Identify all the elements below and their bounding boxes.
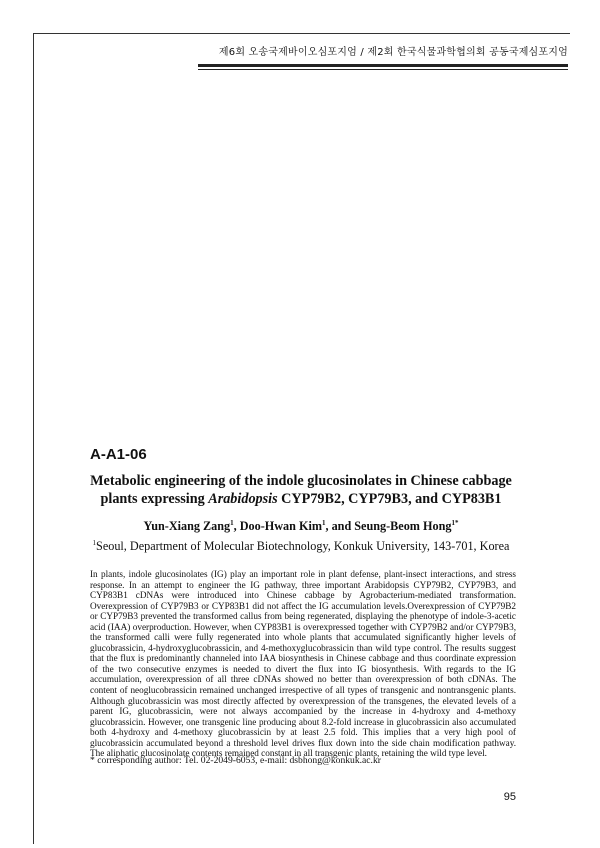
author-name: Seung-Beom Hong (354, 519, 452, 533)
title-line-1: Metabolic engineering of the indole glucosinolates in Chinese cabbage (90, 473, 512, 489)
author-separator: , and (325, 519, 355, 533)
author-affiliation-mark: 1 (230, 518, 234, 527)
header-rule-thin (198, 69, 568, 70)
author-list (88, 519, 514, 534)
author-name: Doo-Hwan Kim (239, 519, 322, 533)
title-line-2-pre: plants expressing (100, 491, 209, 507)
title-line-2 (88, 490, 514, 508)
paper-title (88, 472, 514, 508)
author-affiliation-mark: 1* (451, 518, 459, 527)
affiliation-mark: 1 (92, 538, 97, 547)
affiliation-text: Seoul, Department of Molecular Biotechnology, Konkuk University, 143-701, Korea (96, 539, 510, 553)
author-affiliation-mark: 1 (321, 518, 326, 527)
abstract-body: In plants, indole glucosinolates (IG) play an important role in plant defense, plant-insect interactions, and stress response. In an attempt to engineer the IG pathway, three important Arabidopsis CYP79B2, CYP79B3, and CYP83B1 cDNAs were introduced into Chinese cabbage by Agrobacterium-mediated transformation. Overexpression of CYP79B3 or CYP83B1 did not affect the IG accumulation levels.Overexpression of CYP79B2 or CYP79B3 prevented the transformed callus from being regenerated, displaying the phenotype of indole-3-acetic acid (IAA) overproduction. However, when CYP83B1 is overexpressed together with CYP79B2 and/or CYP79B3, the transformed calli were fully regenerated into whole plants that accumulated significantly higher levels of glucobrassicin, 4-hydroxyglucobrassicin, and 4-methoxyglucobrassicin than wild type control. The results suggest that the flux is predominantly channeled into IAA biosynthesis in Chinese cabbage and thus coordinate expression of the two consecutive enzymes is needed to divert the flux into IG biosynthesis. With regards to the IG accumulation, overexpression of all three cDNAs showed no better than overexpression of both cDNAs. The content of neoglucobrassicin remained unchanged irrespective of all types of transgenic and nontransgenic plants. Although glucobrassicin was most directly affected by overexpression of the transgenes, the elevated levels of a parent IG, glucobrassicin, were not always accompanied by the increase in 4-hydroxy and 4-methoxy glucobrassicin. However, one transgenic line producing about 8.2-fold increase in glucobrassicin also accumulated both 4-hydroxy and 4-methoxy glucobrassicin by at least 2.5 fold. This implies that a very high pool of glucobrassicin accumulated beyond a threshold level drives flux down into the side chain modification pathway. The aliphatic glucosinolate contents remained constant in all transgenic plants, retaining the wild type level. (90, 569, 516, 759)
title-italic-genus: Arabidopsis (208, 491, 278, 507)
title-line-2-post: CYP79B2, CYP79B3, and CYP83B1 (277, 491, 502, 507)
author-name: Yun-Xiang Zang (143, 519, 231, 533)
abstract-code: A-A1-06 (90, 446, 147, 463)
running-header: 제6회 오송국제바이오심포지엄 / 제2회 한국식물과학협의회 공동국제심포지엄 (218, 47, 568, 58)
header-rule-thick (198, 64, 568, 67)
affiliation (88, 539, 514, 554)
author-separator: , (233, 519, 240, 533)
corresponding-author: * corresponding author: Tel. 02-2049-6053, e-mail: dsbhong@konkuk.ac.kr (90, 755, 381, 766)
page-number: 95 (503, 791, 516, 803)
